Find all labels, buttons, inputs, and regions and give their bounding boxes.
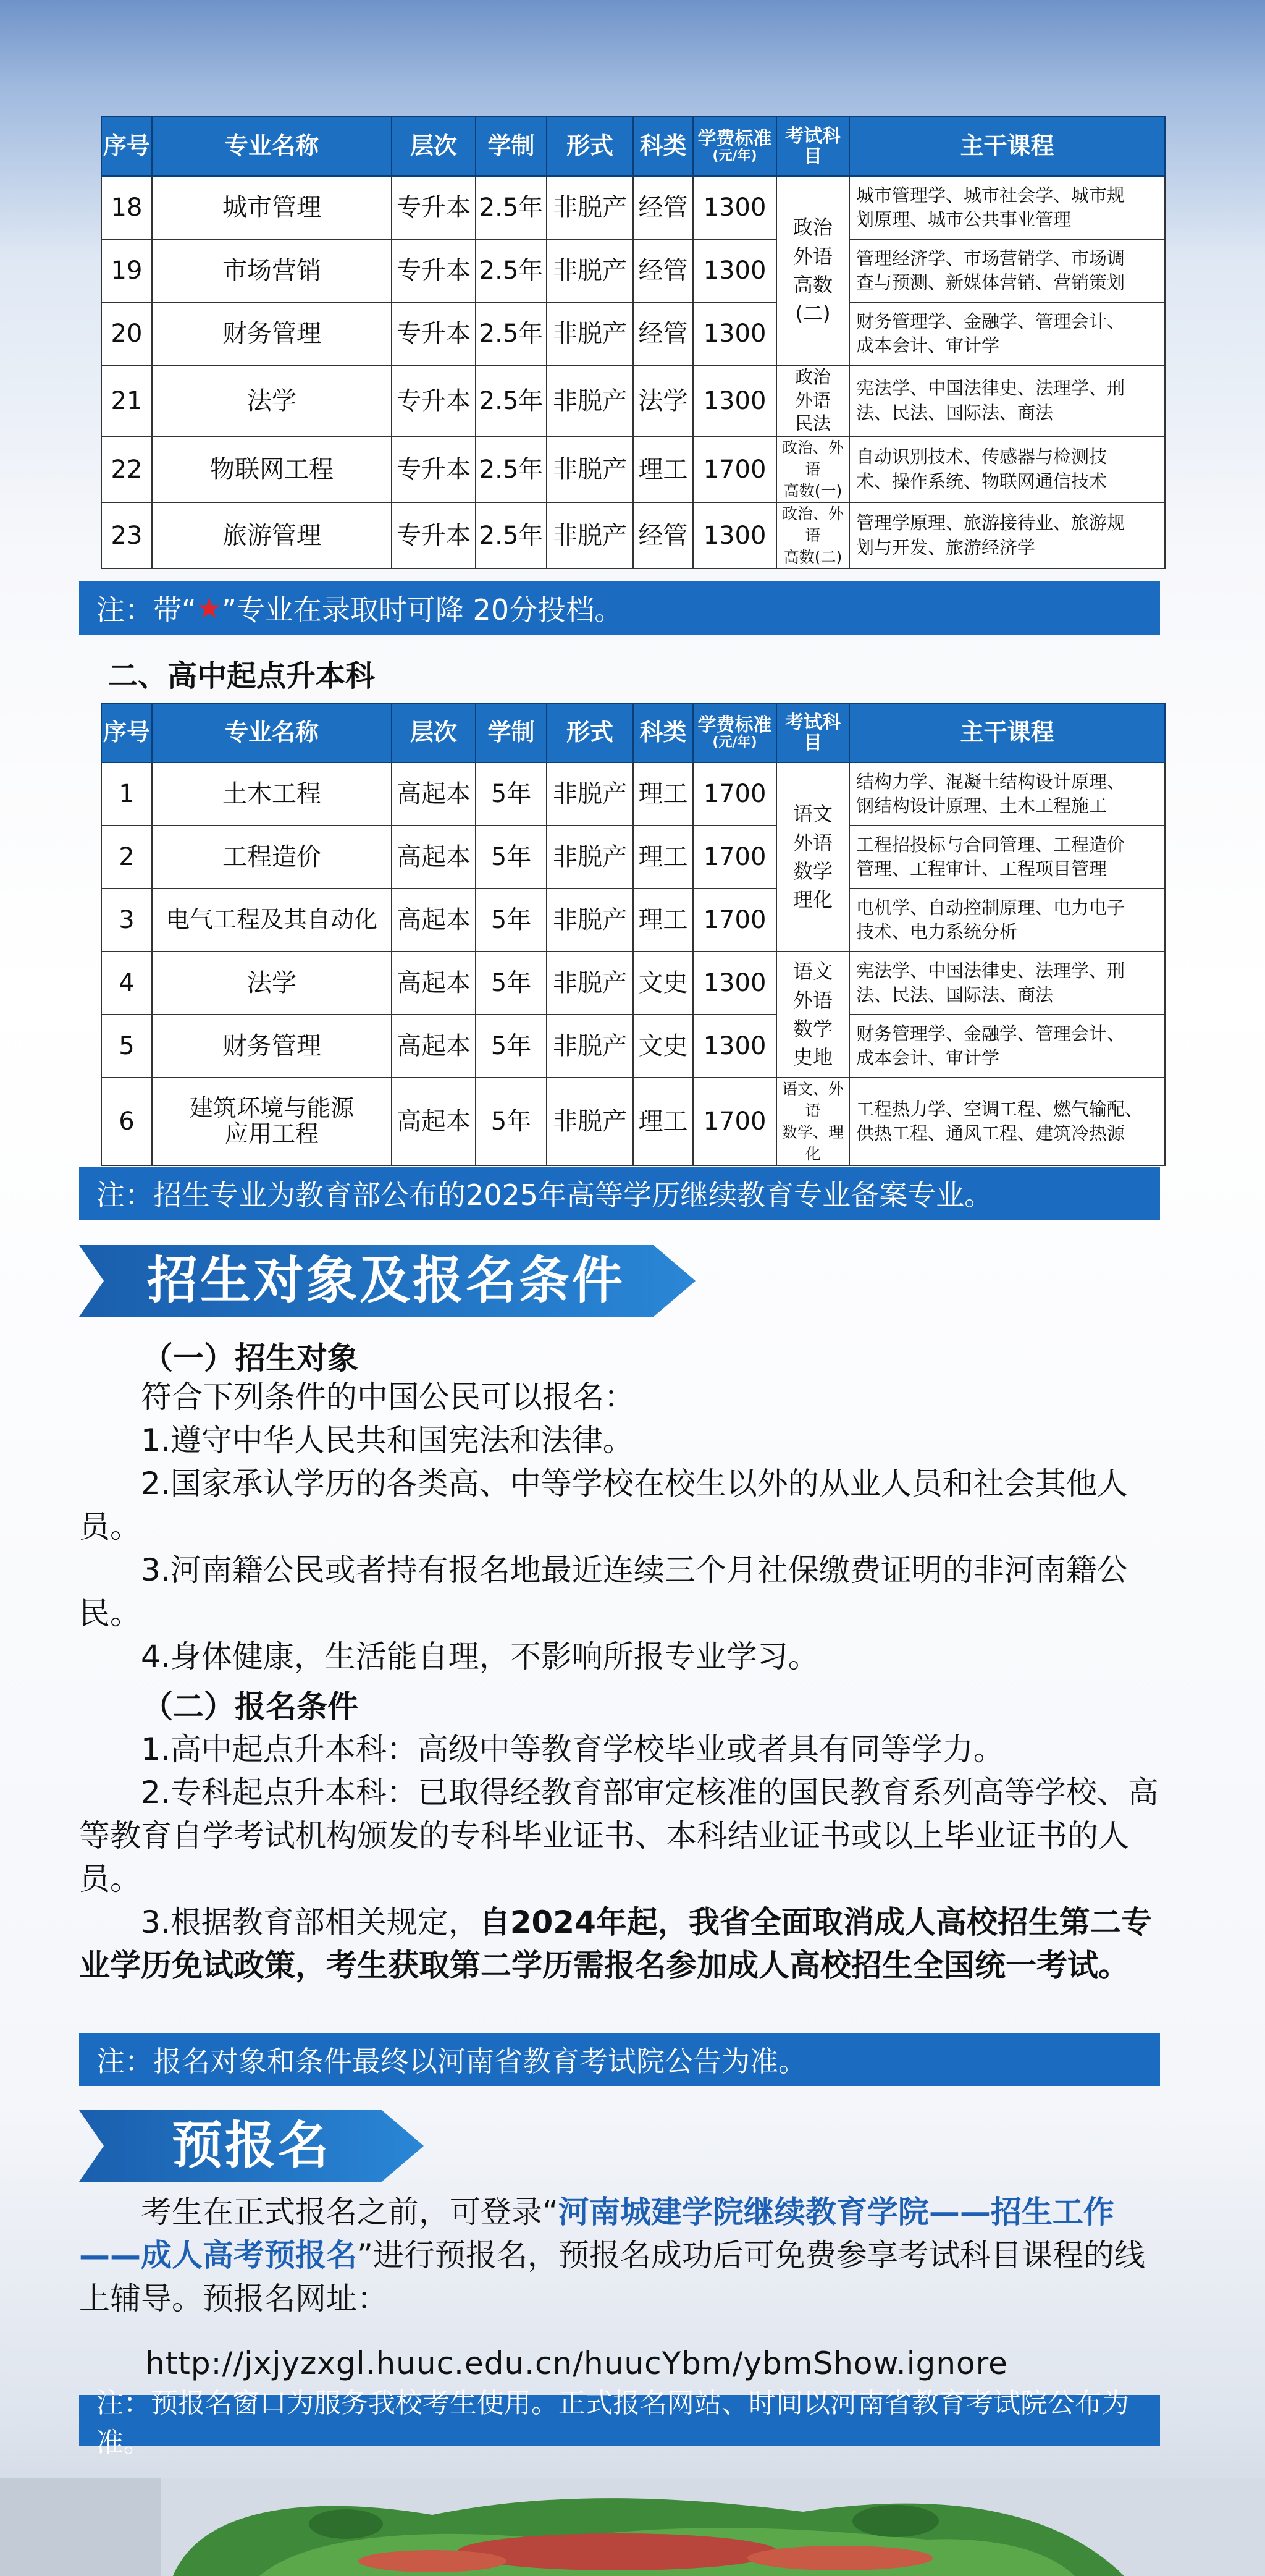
cell-courses: 自动识别技术、传感器与检测技 术、操作系统、物联网通信技术 [849,436,1165,502]
cell-courses: 管理学原理、旅游接待业、旅游规 划与开发、旅游经济学 [849,502,1165,568]
paragraph-req-3: 3.根据教育部相关规定，自2024年起，我省全面取消成人高校招生第二专业学历免试政策，考生获取第二学历需报名参加成人高校招生全国统一考试。 [79,1904,1152,1983]
cell-exam-subjects: 语文、外语 数学、理化 [776,1078,849,1165]
cell-category: 理工 [633,889,693,952]
cell-years: 2.5年 [476,502,547,568]
col-header-form: 形式 [547,703,633,762]
section-title-highschool: 二、高中起点升本科 [108,659,376,693]
pre-registration-url[interactable]: http://jxjyzxgl.huuc.edu.cn/huucYbm/ybmShow.ignore [145,2346,1008,2381]
col-header-years: 学制 [476,703,547,762]
cell-name: 电气工程及其自动化 [152,889,392,952]
subheading-requirements: （二）报名条件 [142,1689,358,1725]
cell-no: 2 [101,826,152,889]
table-highschool-programs [101,703,1166,1166]
table-row [101,952,1165,1015]
cell-level: 专升本 [392,239,476,302]
cell-years: 2.5年 [476,365,547,436]
table-row [101,1015,1165,1078]
col-header-name: 专业名称 [152,117,392,176]
cell-years: 5年 [476,1015,547,1078]
cell-exam-subjects: 政治 外语 高数 (二) [776,176,849,365]
cell-courses: 城市管理学、城市社会学、城市规 划原理、城市公共事业管理 [849,176,1165,239]
cell-years: 2.5年 [476,302,547,365]
subheading-target: （一）招生对象 [142,1340,358,1376]
col-header-courses: 主干课程 [849,117,1165,176]
table-row [101,239,1165,302]
cell-form: 非脱产 [547,1078,633,1165]
col-header-fee: 学费标准 (元/年) [693,703,776,762]
cell-name: 市场营销 [152,239,392,302]
cell-name: 财务管理 [152,1015,392,1078]
cell-years: 5年 [476,826,547,889]
col-header-level: 层次 [392,703,476,762]
paragraph-cond-1: 1.遵守中华人民共和国宪法和法律。 [141,1422,634,1458]
cell-no: 1 [101,762,152,826]
cell-courses: 宪法学、中国法律史、法理学、刑 法、民法、国际法、商法 [849,365,1165,436]
cell-name: 物联网工程 [152,436,392,502]
cell-fee: 1700 [693,826,776,889]
cell-exam-subjects: 政治 外语 民法 [776,365,849,436]
cell-courses: 财务管理学、金融学、管理会计、 成本会计、审计学 [849,1015,1165,1078]
cell-exam-subjects: 政治、外语 高数(一) [776,436,849,502]
cell-years: 5年 [476,952,547,1015]
table-row [101,826,1165,889]
cell-level: 高起本 [392,762,476,826]
cell-category: 法学 [633,365,693,436]
cell-courses: 电机学、自动控制原理、电力电子 技术、电力系统分析 [849,889,1165,952]
col-header-fee: 学费标准 (元/年) [693,117,776,176]
col-header-category: 科类 [633,117,693,176]
cell-years: 2.5年 [476,239,547,302]
cell-name: 旅游管理 [152,502,392,568]
cell-courses: 工程招投标与合同管理、工程造价 管理、工程审计、工程项目管理 [849,826,1165,889]
cell-level: 专升本 [392,436,476,502]
cell-fee: 1300 [693,952,776,1015]
cell-category: 经管 [633,502,693,568]
cell-name: 财务管理 [152,302,392,365]
paragraph-cond-2: 2.国家承认学历的各类高、中等学校在校生以外的从业人员和社会其他人员。 [79,1466,1128,1545]
table-row [101,762,1165,826]
cell-no: 23 [101,502,152,568]
cell-form: 非脱产 [547,365,633,436]
cell-fee: 1700 [693,762,776,826]
table-row [101,1078,1165,1165]
paragraph-req-1: 1.高中起点升本科：高级中等教育学校毕业或者具有同等学力。 [141,1731,1004,1767]
cell-form: 非脱产 [547,302,633,365]
col-header-category: 科类 [633,703,693,762]
cell-fee: 1300 [693,302,776,365]
cell-category: 文史 [633,952,693,1015]
cell-level: 专升本 [392,176,476,239]
cell-category: 理工 [633,436,693,502]
cell-years: 5年 [476,762,547,826]
cell-form: 非脱产 [547,762,633,826]
table-row [101,502,1165,568]
cell-form: 非脱产 [547,952,633,1015]
note-pre-registration: 注：预报名窗口为服务我校考生使用。正式报名网站、时间以河南省教育考试院公布为准。 [79,2395,1160,2446]
cell-fee: 1700 [693,889,776,952]
cell-exam-subjects: 语文 外语 数学 史地 [776,952,849,1078]
cell-name: 建筑环境与能源 应用工程 [152,1078,392,1165]
note-text: 注：带“ [96,593,196,627]
cell-no: 22 [101,436,152,502]
cell-category: 经管 [633,239,693,302]
cell-fee: 1300 [693,1015,776,1078]
cell-years: 5年 [476,1078,547,1165]
cell-level: 高起本 [392,826,476,889]
cell-name: 法学 [152,365,392,436]
cell-years: 2.5年 [476,176,547,239]
cell-category: 文史 [633,1015,693,1078]
table-row [101,302,1165,365]
cell-form: 非脱产 [547,826,633,889]
table-row [101,436,1165,502]
banner-title: 招生对象及报名条件 [147,1251,626,1310]
cell-no: 21 [101,365,152,436]
cell-courses: 管理经济学、市场营销学、市场调 查与预测、新媒体营销、营销策划 [849,239,1165,302]
paragraph-intro: 符合下列条件的中国公民可以报名： [141,1379,635,1415]
banner-enrollment-conditions [79,1245,697,1317]
pre-registration-path: 河南城建学院继续教育学院——招生工作——成人高考预报名 [79,2194,1114,2273]
cell-form: 非脱产 [547,176,633,239]
cell-level: 高起本 [392,952,476,1015]
table-header-row [101,703,1165,762]
cell-form: 非脱产 [547,502,633,568]
cell-form: 非脱产 [547,889,633,952]
note-text: ”专业在录取时可降 20分投档。 [222,593,623,627]
col-header-exam: 考试科目 [776,117,849,176]
cell-fee: 1700 [693,436,776,502]
banner-pre-registration [79,2110,425,2182]
cell-fee: 1300 [693,176,776,239]
cell-fee: 1700 [693,1078,776,1165]
cell-years: 5年 [476,889,547,952]
col-header-name: 专业名称 [152,703,392,762]
cell-no: 18 [101,176,152,239]
garden-illustration [0,2478,1265,2576]
cell-level: 高起本 [392,1015,476,1078]
cell-fee: 1300 [693,239,776,302]
cell-category: 理工 [633,762,693,826]
cell-courses: 财务管理学、金融学、管理会计、 成本会计、审计学 [849,302,1165,365]
col-header-no: 序号 [101,117,152,176]
col-header-years: 学制 [476,117,547,176]
cell-category: 经管 [633,302,693,365]
col-header-courses: 主干课程 [849,703,1165,762]
col-header-level: 层次 [392,117,476,176]
table-header-row [101,117,1165,176]
cell-category: 理工 [633,826,693,889]
cell-fee: 1300 [693,365,776,436]
cell-no: 4 [101,952,152,1015]
cell-courses: 宪法学、中国法律史、法理学、刑 法、民法、国际法、商法 [849,952,1165,1015]
cell-form: 非脱产 [547,436,633,502]
paragraph-req-2: 2.专科起点升本科：已取得经教育部审定核准的国民教育系列高等学校、高等教育自学考试机构颁发的专科毕业证书、本科结业证书或以上毕业证书的人员。 [79,1775,1159,1897]
cell-courses: 工程热力学、空调工程、燃气输配、 供热工程、通风工程、建筑冷热源 [849,1078,1165,1165]
note-registered-majors: 注：招生专业为教育部公布的2025年高等学历继续教育专业备案专业。 [79,1167,1160,1220]
col-header-no: 序号 [101,703,152,762]
cell-no: 6 [101,1078,152,1165]
cell-exam-subjects: 语文 外语 数学 理化 [776,762,849,952]
table-row [101,889,1165,952]
cell-form: 非脱产 [547,239,633,302]
cell-category: 经管 [633,176,693,239]
banner-title: 预报名 [172,2116,332,2175]
cell-level: 专升本 [392,302,476,365]
cell-no: 3 [101,889,152,952]
cell-years: 2.5年 [476,436,547,502]
cell-fee: 1300 [693,502,776,568]
cell-name: 土木工程 [152,762,392,826]
cell-name: 城市管理 [152,176,392,239]
cell-form: 非脱产 [547,1015,633,1078]
cell-courses: 结构力学、混凝土结构设计原理、 钢结构设计原理、土木工程施工 [849,762,1165,826]
cell-exam-subjects: 政治、外语 高数(二) [776,502,849,568]
cell-category: 理工 [633,1078,693,1165]
cell-level: 专升本 [392,502,476,568]
cell-no: 20 [101,302,152,365]
cell-level: 专升本 [392,365,476,436]
paragraph-cond-3: 3.河南籍公民或者持有报名地最近连续三个月社保缴费证明的非河南籍公民。 [79,1552,1128,1631]
cell-no: 5 [101,1015,152,1078]
table-row [101,365,1165,436]
paragraph-cond-4: 4.身体健康，生活能自理，不影响所报专业学习。 [141,1639,819,1674]
cell-level: 高起本 [392,889,476,952]
cell-name: 法学 [152,952,392,1015]
paragraph-pre-registration: 考生在正式报名之前，可登录“河南城建学院继续教育学院——招生工作——成人高考预报名”进行预报名，预报名成功后可免费参享考试科目课程的线上辅导。预报名网址： [79,2194,1145,2316]
note-final-rules: 注：报名对象和条件最终以河南省教育考试院公告为准。 [79,2033,1160,2086]
note-score-bonus [79,581,1160,635]
table-row [101,176,1165,239]
col-header-exam: 考试科目 [776,703,849,762]
cell-level: 高起本 [392,1078,476,1165]
cell-name: 工程造价 [152,826,392,889]
star-icon: ★ [196,591,222,625]
table-upgrade-programs [101,116,1166,569]
col-header-form: 形式 [547,117,633,176]
cell-no: 19 [101,239,152,302]
